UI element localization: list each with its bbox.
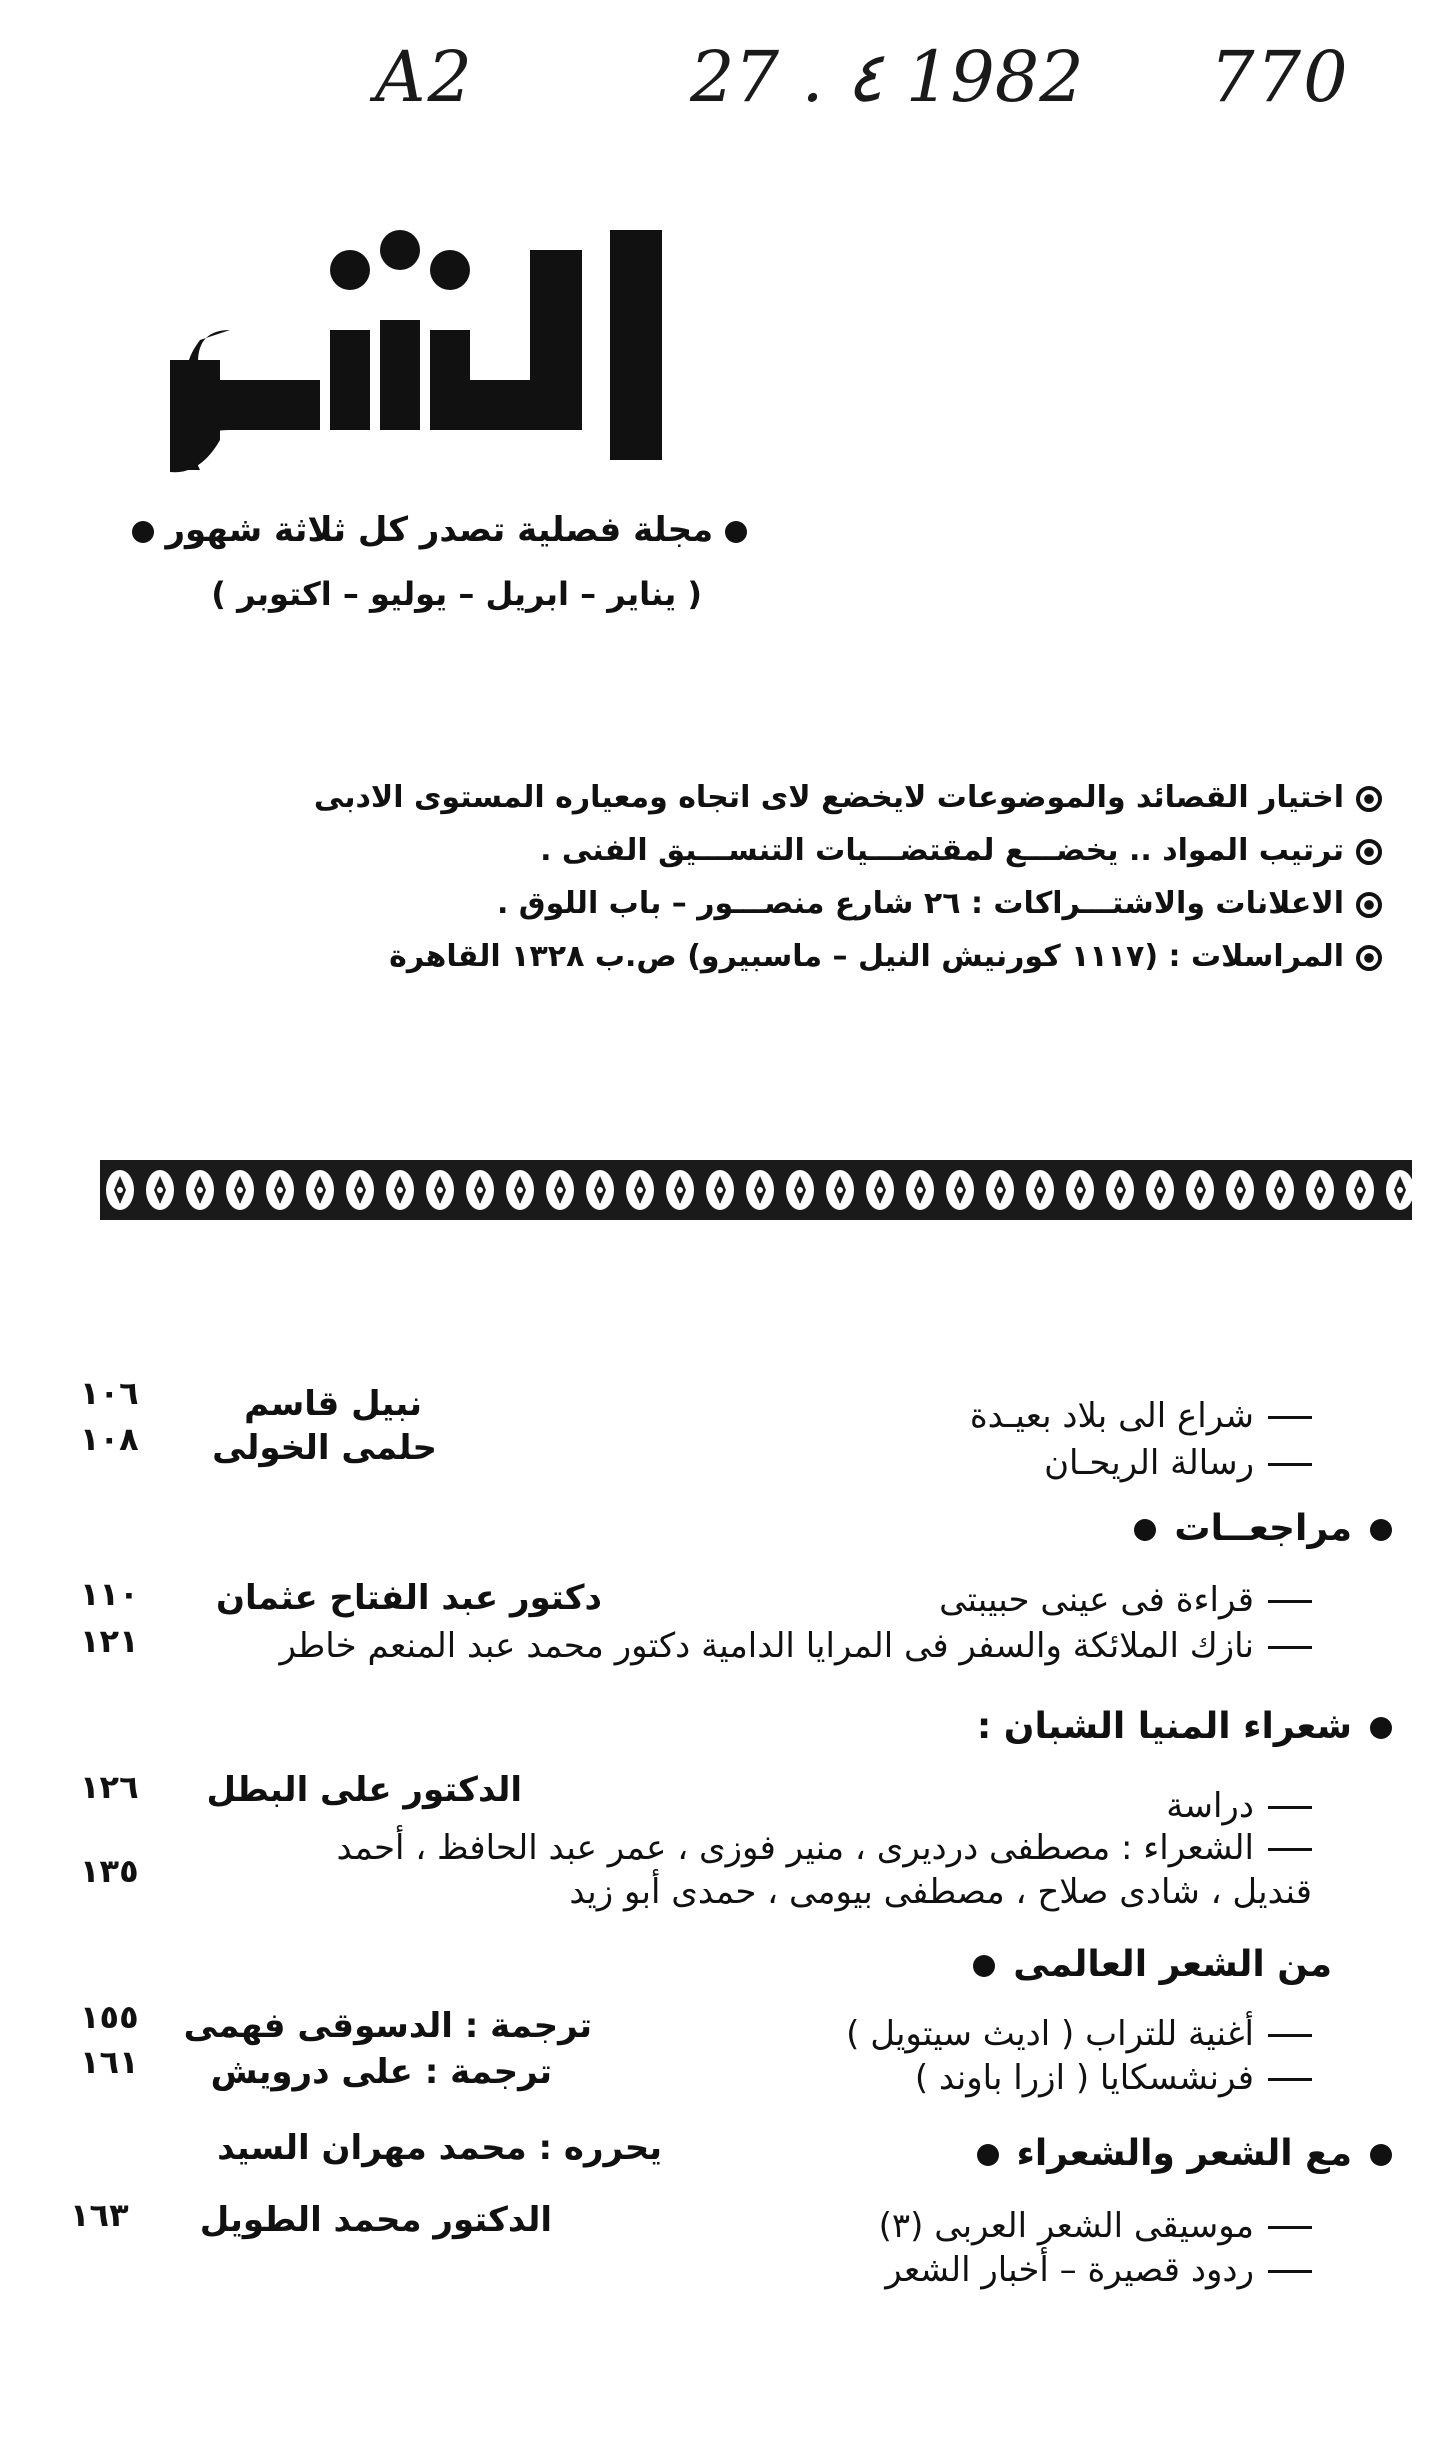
toc-page: ١٦٣: [70, 2196, 129, 2234]
toc-page: ١٥٥: [80, 1998, 139, 2036]
toc-row: الشعراء : مصطفى درديرى ، منير فوزى ، عمر عبد الحافظ ، أحمد: [336, 1828, 1312, 1868]
handwritten-code: A2: [375, 36, 475, 118]
info-text: المراسلات : (١١١٧ كورنيش النيل – ماسبيرو) ص.ب ١٣٢٨ القاهرة: [389, 939, 1344, 974]
toc-page: ١٠٦: [80, 1374, 139, 1412]
info-line-3: [497, 886, 1382, 921]
section-with-poetry: مع الشعر والشعراء: [959, 2133, 1392, 2174]
magazine-logo: [170, 210, 690, 480]
toc-row: رسالة الريحـان: [1044, 1443, 1312, 1483]
bullet-icon: [132, 521, 154, 543]
toc-row: أغنية للتراب ( اديث سيتويل ): [846, 2014, 1312, 2054]
info-text: اختيار القصائد والموضوعات لايخضع لاى اتجاه ومعياره المستوى الادبى: [313, 780, 1344, 815]
ring-bullet-icon: [1356, 892, 1382, 918]
info-text: ترتيب المواد .. يخضـــع لمقتضـــيات التنســـيق الفنى .: [540, 833, 1344, 868]
handwritten-number: 770: [1210, 36, 1350, 118]
info-text: الاعلانات والاشتـــراكات : ٢٦ شارع منصـــور – باب اللوق .: [496, 886, 1344, 921]
toc-author: ترجمة : على درويش: [210, 2052, 552, 2092]
toc-page: ١٣٥: [80, 1852, 139, 1890]
toc-row: ردود قصيرة – أخبار الشعر: [885, 2250, 1312, 2290]
info-line-1: [314, 780, 1382, 815]
section-editor: يحرره : محمد مهران السيد: [217, 2128, 662, 2168]
toc-author: ترجمة : الدسوقى فهمى: [183, 2006, 592, 2046]
subtitle-text: مجلة فصلية تصدر كل ثلاثة شهور: [165, 510, 714, 550]
ornamental-divider: [100, 1160, 1412, 1220]
masthead-subtitle: [132, 510, 747, 550]
toc-row: شراع الى بلاد بعيـدة: [970, 1396, 1312, 1436]
toc-page: ١٢١: [80, 1622, 139, 1660]
toc-row: دراسة: [1166, 1786, 1312, 1826]
toc-row: موسيقى الشعر العربى (٣): [879, 2206, 1312, 2246]
info-line-4: [389, 939, 1382, 974]
handwritten-date: 27 . ٤ 1982: [690, 36, 1084, 118]
toc-row: قراءة فى عينى حبيبتى: [939, 1580, 1312, 1620]
toc-row-continued: قنديل ، شادى صلاح ، مصطفى بيومى ، حمدى أبو زيد: [569, 1872, 1312, 1912]
toc-author: دكتور عبد الفتاح عثمان: [216, 1578, 602, 1618]
ring-bullet-icon: [1356, 945, 1382, 971]
toc-page: ١١٠: [80, 1575, 139, 1613]
section-reviews: مراجعــات: [1116, 1508, 1392, 1549]
toc-page: ١٠٨: [80, 1420, 139, 1458]
bullet-icon: [725, 521, 747, 543]
toc-author: حلمى الخولى: [212, 1428, 437, 1468]
section-world: من الشعر العالمى: [955, 1944, 1332, 1985]
toc-row: فرنشسكايا ( ازرا باوند ): [915, 2058, 1312, 2098]
toc-page: ١٢٦: [80, 1768, 139, 1806]
toc-author: الدكتور محمد الطويل: [199, 2200, 552, 2240]
section-minya: شعراء المنيا الشبان :: [977, 1706, 1392, 1747]
info-line-2: [540, 833, 1382, 868]
ring-bullet-icon: [1356, 839, 1382, 865]
toc-page: ١٦١: [80, 2043, 139, 2081]
ring-bullet-icon: [1356, 786, 1382, 812]
toc-author: الدكتور على البطل: [206, 1770, 522, 1810]
masthead-months: ( يناير – ابريل – يوليو – اكتوبر ): [211, 575, 702, 613]
toc-row: نازك الملائكة والسفر فى المرايا الدامية دكتور محمد عبد المنعم خاطر: [279, 1626, 1312, 1666]
toc-author: نبيل قاسم: [244, 1384, 422, 1424]
